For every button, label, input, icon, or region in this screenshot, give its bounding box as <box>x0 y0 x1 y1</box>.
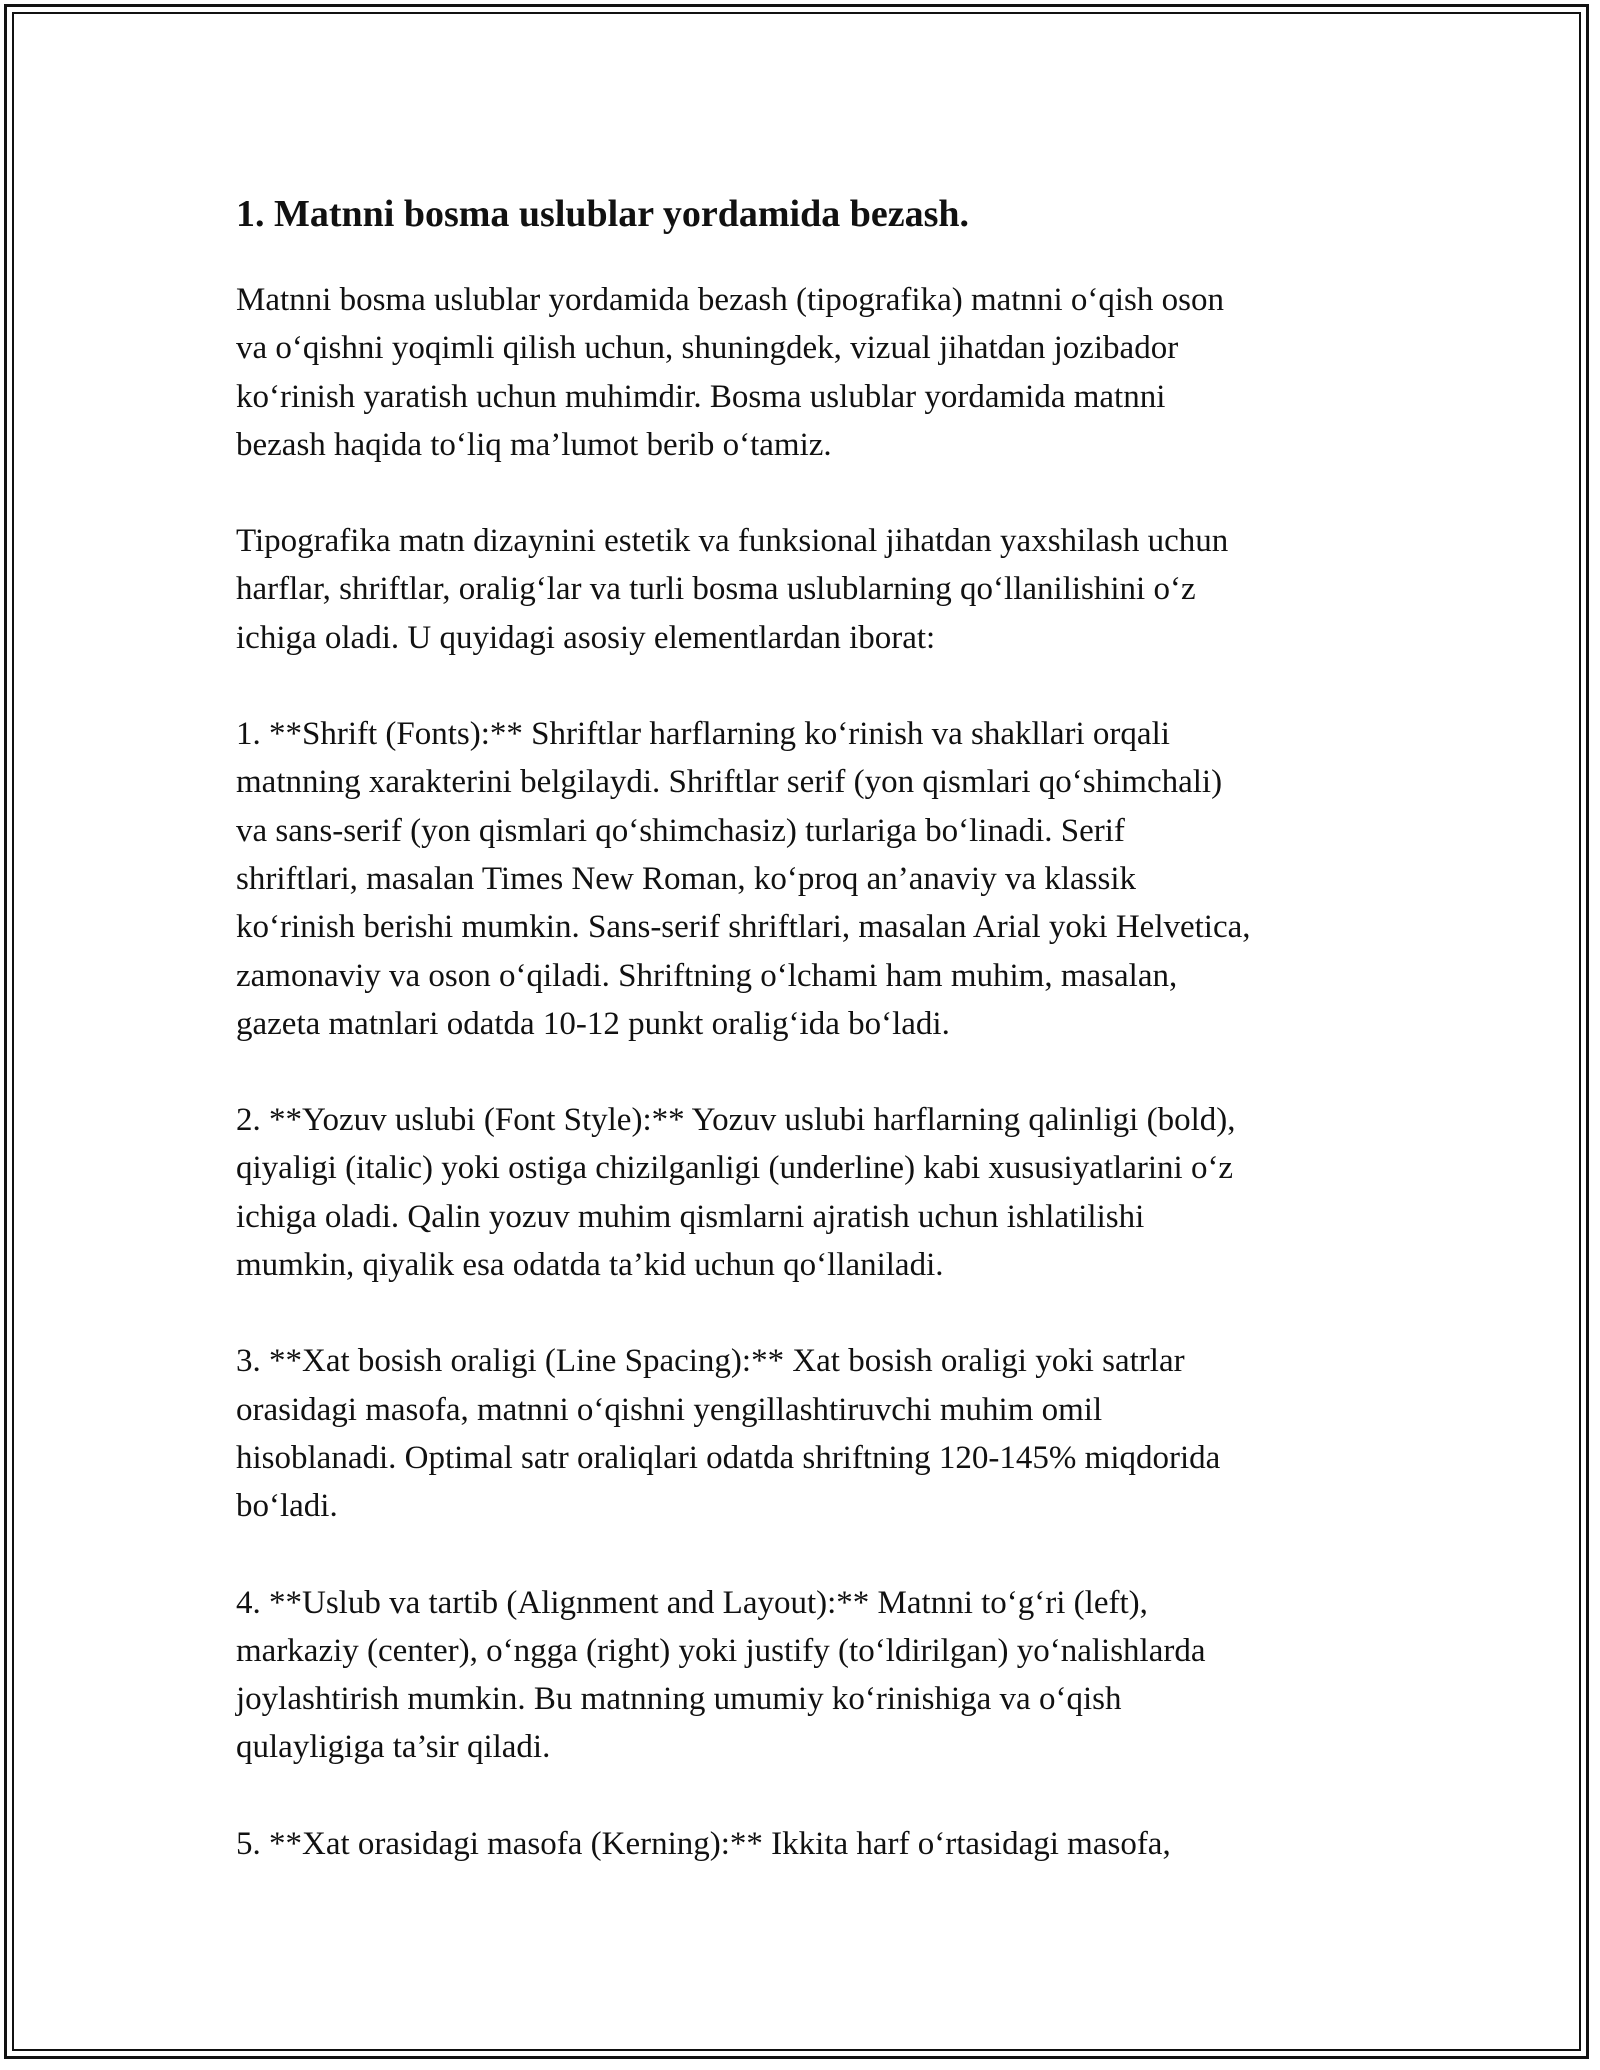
paragraph-line: 3. **Xat bosish oraligi (Line Spacing):** Xat bosish oraligi yoki satrlar <box>236 1343 1185 1380</box>
paragraph-line: ko‘rinish berishi mumkin. Sans-serif shriftlari, masalan Arial yoki Helvetica, <box>236 909 1251 946</box>
paragraph-line: 2. **Yozuv uslubi (Font Style):** Yozuv uslubi harflarning qalinligi (bold), <box>236 1102 1236 1139</box>
paragraph-line: mumkin, qiyalik esa odatda ta’kid uchun qo‘llaniladi. <box>236 1247 944 1284</box>
paragraph-line: bezash haqida to‘liq ma’lumot berib o‘tamiz. <box>236 426 832 463</box>
paragraph-line: ichiga oladi. U quyidagi asosiy elementlardan iborat: <box>236 619 936 656</box>
paragraph-line: gazeta matnlari odatda 10-12 punkt oralig‘ida bo‘ladi. <box>236 1005 950 1042</box>
paragraph-line: Tipografika matn dizaynini estetik va funksional jihatdan yaxshilash uchun <box>236 523 1229 560</box>
paragraph-line: joylashtirish mumkin. Bu matnning umumiy ko‘rinishiga va o‘qish <box>236 1681 1122 1718</box>
paragraph <box>236 1820 1381 1868</box>
paragraph-line: orasidagi masofa, matnni o‘qishni yengillashtiruvchi muhim omil <box>236 1391 1103 1428</box>
document-content <box>236 188 1381 1868</box>
paragraph-line: markaziy (center), o‘ngga (right) yoki justify (to‘ldirilgan) yo‘nalishlarda <box>236 1632 1206 1669</box>
paragraph <box>236 1096 1381 1289</box>
paragraph-line: qiyaligi (italic) yoki ostiga chizilganligi (underline) kabi xususiyatlarini o‘z <box>236 1150 1234 1187</box>
paragraph-line: ko‘rinish yaratish uchun muhimdir. Bosma uslublar yordamida matnni <box>236 378 1166 415</box>
paragraph-line: va sans-serif (yon qismlari qo‘shimchasiz) turlariga bo‘linadi. Serif <box>236 812 1125 849</box>
paragraph-line: va o‘qishni yoqimli qilish uchun, shuningdek, vizual jihatdan jozibador <box>236 330 1179 367</box>
paragraph-line: qulayligiga ta’sir qiladi. <box>236 1729 551 1766</box>
paragraph-line: shriftlari, masalan Times New Roman, ko‘proq an’anaviy va klassik <box>236 860 1137 897</box>
paragraph <box>236 710 1381 1048</box>
paragraph-line: 1. **Shrift (Fonts):** Shriftlar harflarning ko‘rinish va shakllari orqali <box>236 716 1170 753</box>
paragraph-line: hisoblanadi. Optimal satr oraliqlari odatda shriftning 120-145% miqdorida <box>236 1439 1221 1476</box>
paragraph-line: harflar, shriftlar, oralig‘lar va turli bosma uslublarning qo‘llanilishini o‘z <box>236 571 1196 608</box>
paragraph-line: matnning xarakterini belgilaydi. Shriftlar serif (yon qismlari qo‘shimchali) <box>236 764 1223 801</box>
paragraph-line: zamonaviy va oson o‘qiladi. Shriftning o‘lchami ham muhim, masalan, <box>236 957 1178 994</box>
paragraph <box>236 276 1381 469</box>
paragraph-line: ichiga oladi. Qalin yozuv muhim qismlarni ajratish uchun ishlatilishi <box>236 1198 1145 1235</box>
document-body <box>236 276 1381 1868</box>
paragraph <box>236 1579 1381 1772</box>
paragraph-line: Matnni bosma uslublar yordamida bezash (tipografika) matnni o‘qish oson <box>236 282 1224 318</box>
paragraph-line: 4. **Uslub va tartib (Alignment and Layout):** Matnni to‘g‘ri (left), <box>236 1584 1148 1621</box>
paragraph <box>236 517 1381 662</box>
document-heading: 1. Matnni bosma uslublar yordamida bezash. <box>236 193 970 235</box>
paragraph-line: 5. **Xat orasidagi masofa (Kerning):** Ikkita harf o‘rtasidagi masofa, <box>236 1825 1171 1862</box>
paragraph <box>236 1337 1381 1530</box>
paragraph-line: bo‘ladi. <box>236 1488 338 1525</box>
